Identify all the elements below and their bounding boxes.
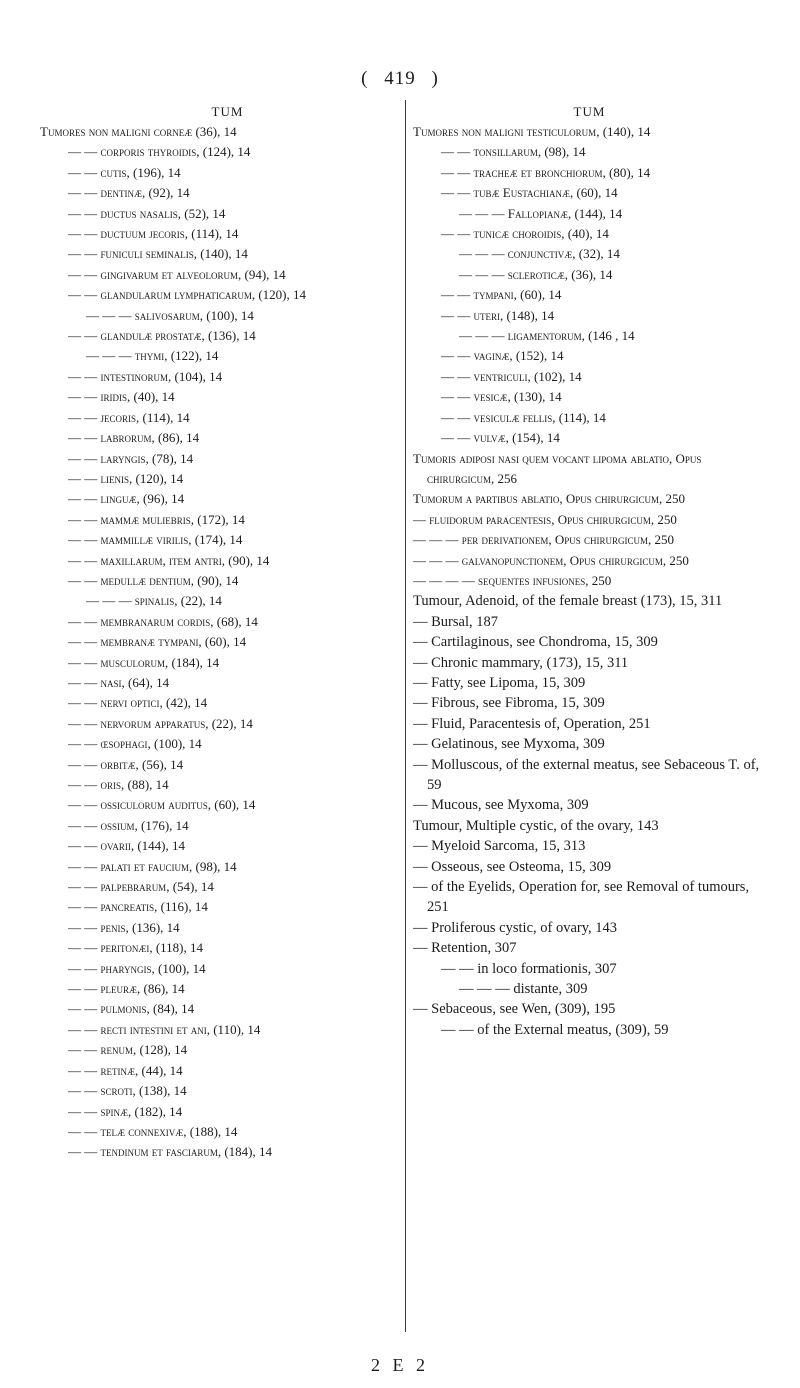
index-entry: Tumorum a partibus ablatio, Opus chirurgicum, 250 bbox=[413, 491, 685, 507]
index-entry: — — palati et faucium, (98), 14 bbox=[68, 858, 237, 874]
index-entry: — — vesiculæ fellis, (114), 14 bbox=[441, 409, 606, 425]
index-entry: — — linguæ, (96), 14 bbox=[68, 491, 185, 507]
index-entry: — — dentinæ, (92), 14 bbox=[68, 185, 190, 201]
index-entry: — Molluscous, of the external meatus, see Sebaceous T. of, 59 bbox=[413, 756, 760, 793]
index-entry: — — vulvæ, (154), 14 bbox=[441, 430, 560, 446]
index-entry: — Proliferous cystic, of ovary, 143 bbox=[413, 919, 618, 936]
index-entry: — — orbitæ, (56), 14 bbox=[68, 756, 184, 772]
index-entry: — — intestinorum, (104), 14 bbox=[68, 368, 223, 384]
index-entry: — Fluid, Paracentesis of, Operation, 251 bbox=[413, 715, 651, 732]
page-paren-close: ) bbox=[431, 68, 439, 89]
index-entry: — — tracheæ et bronchiorum, (80), 14 bbox=[441, 164, 651, 180]
index-entry: — — tympani, (60), 14 bbox=[441, 287, 562, 303]
index-entry: Tumoris adiposi nasi quem vocant lipoma ablatio, Opus chirurgicum, 256 bbox=[413, 450, 702, 486]
index-entry: — Retention, 307 bbox=[413, 940, 517, 957]
index-entry: — — — spinalis, (22), 14 bbox=[86, 593, 222, 609]
right-column bbox=[413, 102, 766, 1040]
index-entry: — Cartilaginous, see Chondroma, 15, 309 bbox=[413, 634, 658, 651]
index-entry: — — ossiculorum auditus, (60), 14 bbox=[68, 797, 256, 813]
index-entry: — — — conjunctivæ, (32), 14 bbox=[459, 246, 620, 262]
index-entry: — — ductuum jecoris, (114), 14 bbox=[68, 226, 239, 242]
index-entry: — — glandulæ prostatæ, (136), 14 bbox=[68, 328, 256, 344]
right-column-heading: TUM bbox=[573, 104, 606, 119]
right-entries bbox=[413, 122, 766, 1040]
index-entry: — — palpebrarum, (54), 14 bbox=[68, 879, 214, 895]
index-entry: — — pharyngis, (100), 14 bbox=[68, 960, 206, 976]
index-entry: — — mammillæ virilis, (174), 14 bbox=[68, 532, 243, 548]
index-entry: — — tonsillarum, (98), 14 bbox=[441, 144, 586, 160]
index-entry: — — — scleroticæ, (36), 14 bbox=[459, 266, 613, 282]
index-entry: — Fibrous, see Fibroma, 15, 309 bbox=[413, 695, 605, 712]
index-entry: — — ventriculi, (102), 14 bbox=[441, 368, 582, 384]
left-column-heading: TUM bbox=[211, 104, 244, 119]
index-entry: — fluidorum paracentesis, Opus chirurgicum, 250 bbox=[413, 511, 677, 527]
index-entry: — — maxillarum, item antri, (90), 14 bbox=[68, 552, 270, 568]
index-entry: — — — distante, 309 bbox=[459, 981, 588, 998]
index-entry: — — glandularum lymphaticarum, (120), 14 bbox=[68, 287, 307, 303]
left-entries bbox=[40, 122, 415, 1163]
index-entry: — — gingivarum et alveolorum, (94), 14 bbox=[68, 266, 286, 282]
index-entry: — — membranarum cordis, (68), 14 bbox=[68, 613, 258, 629]
index-entry: — — tubæ Eustachianæ, (60), 14 bbox=[441, 185, 618, 201]
index-entry: — Bursal, 187 bbox=[413, 613, 498, 630]
index-entry: — — uteri, (148), 14 bbox=[441, 307, 555, 323]
index-entry: — — nervi optici, (42), 14 bbox=[68, 695, 208, 711]
index-entry: Tumores non maligni testiculorum, (140), 14 bbox=[413, 124, 651, 139]
index-entry: — — musculorum, (184), 14 bbox=[68, 654, 220, 670]
index-entry: — — corporis thyroidis, (124), 14 bbox=[68, 144, 251, 160]
index-entry: — — spinæ, (182), 14 bbox=[68, 1103, 183, 1119]
index-entry: — Sebaceous, see Wen, (309), 195 bbox=[413, 1001, 616, 1018]
index-entry: — Myeloid Sarcoma, 15, 313 bbox=[413, 838, 586, 855]
index-entry: — — membranæ tympani, (60), 14 bbox=[68, 634, 247, 650]
index-entry: Tumour, Multiple cystic, of the ovary, 143 bbox=[413, 817, 659, 834]
index-entry: — Fatty, see Lipoma, 15, 309 bbox=[413, 674, 586, 691]
index-entry: — — — ligamentorum, (146 , 14 bbox=[459, 328, 635, 344]
index-entry: — — lienis, (120), 14 bbox=[68, 470, 184, 486]
index-entry: — — vesicæ, (130), 14 bbox=[441, 389, 562, 405]
index-entry: — — penis, (136), 14 bbox=[68, 919, 180, 935]
index-entry: — — scroti, (138), 14 bbox=[68, 1083, 187, 1099]
index-entry: — of the Eyelids, Operation for, see Removal of tumours, 251 bbox=[413, 879, 750, 916]
index-entry: — — — galvanopunctionem, Opus chirurgicum, 250 bbox=[413, 552, 689, 568]
index-entry: — — retinæ, (44), 14 bbox=[68, 1062, 183, 1078]
index-entry: — — medullæ dentium, (90), 14 bbox=[68, 572, 239, 588]
index-entry: — — œsophagi, (100), 14 bbox=[68, 736, 202, 752]
index-entry: — — renum, (128), 14 bbox=[68, 1042, 188, 1058]
index-entry: — — nasi, (64), 14 bbox=[68, 674, 170, 690]
index-entry: — — peritonæi, (118), 14 bbox=[68, 940, 204, 956]
index-entry: — — labrorum, (86), 14 bbox=[68, 430, 200, 446]
left-column bbox=[40, 102, 415, 1163]
index-entry: — — cutis, (196), 14 bbox=[68, 164, 181, 180]
index-entry: — — ovarii, (144), 14 bbox=[68, 838, 185, 854]
index-entry: — — pancreatis, (116), 14 bbox=[68, 899, 208, 915]
index-entry: — — — salivosarum, (100), 14 bbox=[86, 307, 254, 323]
index-entry: — — — per derivationem, Opus chirurgicum, 250 bbox=[413, 532, 674, 548]
index-entry: — — ossium, (176), 14 bbox=[68, 817, 189, 833]
index-entry: Tumores non maligni corneæ (36), 14 bbox=[40, 124, 237, 139]
index-entry: — — tunicæ choroidis, (40), 14 bbox=[441, 226, 609, 242]
index-entry: — — — thymi, (122), 14 bbox=[86, 348, 219, 364]
index-entry: — Mucous, see Myxoma, 309 bbox=[413, 797, 589, 814]
index-entry: — — laryngis, (78), 14 bbox=[68, 450, 194, 466]
signature-mark: 2 E 2 bbox=[371, 1355, 429, 1375]
index-entry: — — iridis, (40), 14 bbox=[68, 389, 175, 405]
index-entry: — — ductus nasalis, (52), 14 bbox=[68, 205, 226, 221]
index-entry: — — oris, (88), 14 bbox=[68, 777, 169, 792]
page-paren-open: ( bbox=[361, 68, 369, 89]
index-entry: — — — — sequentes infusiones, 250 bbox=[413, 572, 612, 588]
index-entry: — — pleuræ, (86), 14 bbox=[68, 981, 185, 997]
index-entry: — — of the External meatus, (309), 59 bbox=[441, 1021, 669, 1038]
index-entry: — — nervorum apparatus, (22), 14 bbox=[68, 715, 253, 731]
index-entry: — — mammæ muliebris, (172), 14 bbox=[68, 511, 245, 527]
index-entry: — — vaginæ, (152), 14 bbox=[441, 348, 564, 364]
index-entry: — Gelatinous, see Myxoma, 309 bbox=[413, 736, 605, 753]
index-entry: Tumour, Adenoid, of the female breast (173), 15, 311 bbox=[413, 593, 723, 610]
index-entry: — — jecoris, (114), 14 bbox=[68, 409, 190, 425]
index-entry: — — telæ connexivæ, (188), 14 bbox=[68, 1123, 238, 1139]
index-entry: — Osseous, see Osteoma, 15, 309 bbox=[413, 858, 612, 875]
index-entry: — Chronic mammary, (173), 15, 311 bbox=[413, 654, 629, 671]
page-number: 419 bbox=[384, 68, 416, 89]
index-entry: — — recti intestini et ani, (110), 14 bbox=[68, 1021, 261, 1037]
index-entry: — — funiculi seminalis, (140), 14 bbox=[68, 246, 248, 262]
index-entry: — — tendinum et fasciarum, (184), 14 bbox=[68, 1144, 272, 1160]
index-entry: — — — Fallopianæ, (144), 14 bbox=[459, 205, 623, 221]
index-entry: — — pulmonis, (84), 14 bbox=[68, 1001, 195, 1017]
index-entry: — — in loco formationis, 307 bbox=[441, 960, 617, 977]
page-header bbox=[0, 68, 800, 90]
